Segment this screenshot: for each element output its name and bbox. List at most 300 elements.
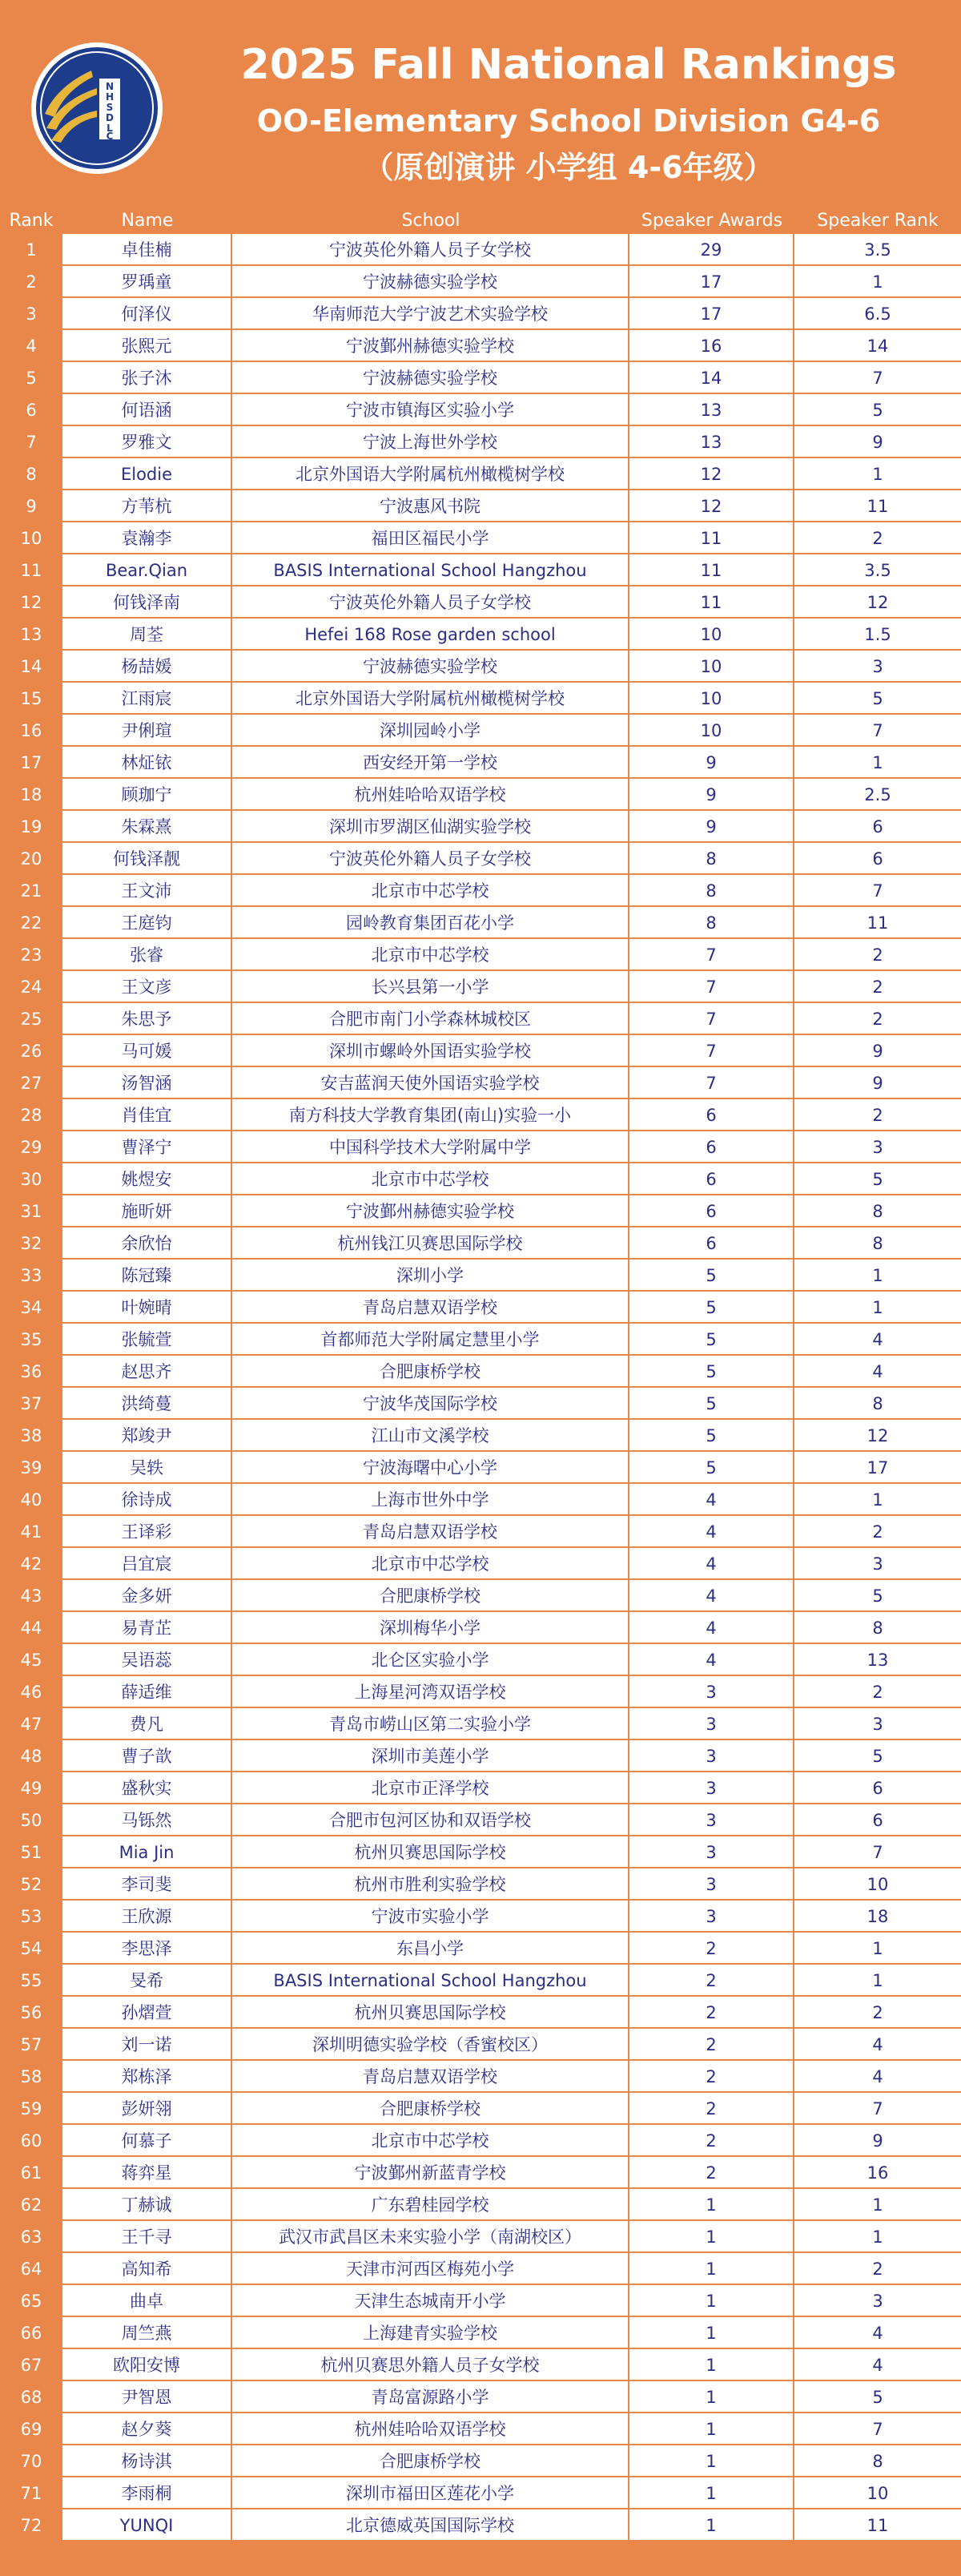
name-cell: 陈冠臻 (62, 1260, 232, 1292)
awards-cell: 11 (629, 587, 794, 619)
name-cell: 尹俐瑄 (62, 715, 232, 747)
table-row (0, 362, 961, 394)
speaker-rank-cell: 2.5 (794, 779, 961, 811)
speaker-rank-cell: 6 (794, 843, 961, 875)
name-cell: 王文彦 (62, 971, 232, 1003)
name-cell: 周竺燕 (62, 2317, 232, 2349)
awards-cell: 9 (629, 747, 794, 779)
school-cell: 江山市文溪学校 (232, 1420, 629, 1452)
name-cell: 王译彩 (62, 1516, 232, 1548)
name-cell: 顾珈宁 (62, 779, 232, 811)
school-cell: 深圳小学 (232, 1260, 629, 1292)
rank-cell: 31 (20, 1202, 42, 1221)
table-row (0, 1997, 961, 2029)
rank-cell: 8 (26, 465, 37, 484)
awards-cell: 7 (629, 971, 794, 1003)
awards-cell: 5 (629, 1260, 794, 1292)
table-row (0, 715, 961, 747)
awards-cell: 9 (629, 811, 794, 843)
speaker-rank-cell: 3 (794, 651, 961, 683)
table-row (0, 1324, 961, 1356)
name-cell: 金多妍 (62, 1580, 232, 1612)
name-cell: 王千寻 (62, 2221, 232, 2253)
rank-cell: 5 (26, 369, 37, 388)
school-cell: 宁波惠风书院 (232, 490, 629, 522)
school-cell: 合肥康桥学校 (232, 1356, 629, 1388)
table-row (0, 1836, 961, 1869)
table-row (0, 426, 961, 458)
speaker-rank-cell: 7 (794, 2093, 961, 2125)
speaker-rank-cell: 4 (794, 1356, 961, 1388)
table-row (0, 1099, 961, 1131)
table-row (0, 330, 961, 362)
awards-cell: 17 (629, 298, 794, 330)
speaker-rank-cell: 7 (794, 715, 961, 747)
name-cell: 施昕妍 (62, 1195, 232, 1228)
name-cell: 旻希 (62, 1965, 232, 1997)
speaker-rank-cell: 14 (794, 330, 961, 362)
awards-cell: 4 (629, 1612, 794, 1644)
table-row (0, 1580, 961, 1612)
school-cell: 北京市中芯学校 (232, 1163, 629, 1195)
awards-cell: 6 (629, 1131, 794, 1163)
speaker-rank-cell: 4 (794, 2317, 961, 2349)
table-row (0, 2029, 961, 2061)
school-cell: 北京外国语大学附属杭州橄榄树学校 (232, 458, 629, 490)
rank-cell: 32 (20, 1234, 42, 1253)
rank-cell: 53 (20, 1907, 42, 1926)
table-body (0, 234, 961, 2542)
speaker-rank-cell: 12 (794, 587, 961, 619)
speaker-rank-cell: 13 (794, 1644, 961, 1676)
school-cell: 青岛市崂山区第二实验小学 (232, 1708, 629, 1740)
rank-cell: 25 (20, 1010, 42, 1029)
awards-cell: 2 (629, 1965, 794, 1997)
name-cell: 薛适维 (62, 1676, 232, 1708)
table-row (0, 1676, 961, 1708)
speaker-rank-cell: 9 (794, 2125, 961, 2157)
school-cell: 武汉市武昌区未来实验小学（南湖校区） (232, 2221, 629, 2253)
speaker-rank-cell: 16 (794, 2157, 961, 2189)
page-subtitle-cn: （原创演讲 小学组 4-6年级） (363, 150, 774, 185)
name-cell: 李雨桐 (62, 2477, 232, 2509)
speaker-rank-cell: 1 (794, 2221, 961, 2253)
speaker-rank-cell: 17 (794, 1452, 961, 1484)
school-cell: 园岭教育集团百花小学 (232, 907, 629, 939)
table-row (0, 971, 961, 1003)
table-row (0, 234, 961, 266)
rank-cell: 20 (20, 849, 42, 869)
speaker-rank-cell: 8 (794, 2445, 961, 2477)
table-row (0, 1612, 961, 1644)
svg-text:S: S (106, 102, 114, 113)
table-row (0, 779, 961, 811)
rank-cell: 28 (20, 1106, 42, 1125)
speaker-rank-cell: 7 (794, 1836, 961, 1869)
school-cell: 青岛启慧双语学校 (232, 1516, 629, 1548)
awards-cell: 16 (629, 330, 794, 362)
name-cell: 李思泽 (62, 1933, 232, 1965)
table-row (0, 1484, 961, 1516)
name-cell: Mia Jin (62, 1836, 232, 1869)
awards-cell: 12 (629, 490, 794, 522)
school-cell: 杭州娃哈哈双语学校 (232, 779, 629, 811)
awards-cell: 10 (629, 683, 794, 715)
speaker-rank-cell: 1 (794, 1933, 961, 1965)
name-cell: 王庭钧 (62, 907, 232, 939)
school-cell: 深圳市美莲小学 (232, 1740, 629, 1772)
awards-cell: 1 (629, 2445, 794, 2477)
table-row (0, 1965, 961, 1997)
table-row (0, 394, 961, 426)
school-cell: 宁波上海世外学校 (232, 426, 629, 458)
name-cell: 叶婉晴 (62, 1292, 232, 1324)
table-row (0, 587, 961, 619)
speaker-rank-cell: 4 (794, 1324, 961, 1356)
school-cell: 北仑区实验小学 (232, 1644, 629, 1676)
table-row (0, 843, 961, 875)
speaker-rank-cell: 2 (794, 971, 961, 1003)
awards-cell: 2 (629, 2061, 794, 2093)
speaker-rank-cell: 1 (794, 458, 961, 490)
awards-cell: 3 (629, 1772, 794, 1804)
name-cell: 易青芷 (62, 1612, 232, 1644)
rank-cell: 33 (20, 1266, 42, 1285)
table-row (0, 2125, 961, 2157)
speaker-rank-cell: 10 (794, 1869, 961, 1901)
speaker-rank-cell: 10 (794, 2477, 961, 2509)
speaker-rank-cell: 1 (794, 1965, 961, 1997)
awards-cell: 29 (629, 234, 794, 266)
awards-cell: 5 (629, 1388, 794, 1420)
school-cell: BASIS International School Hangzhou (232, 554, 629, 587)
school-cell: 首都师范大学附属定慧里小学 (232, 1324, 629, 1356)
rank-cell: 61 (20, 2163, 42, 2183)
speaker-rank-cell: 8 (794, 1195, 961, 1228)
rank-cell: 60 (20, 2131, 42, 2151)
name-cell: 赵思齐 (62, 1356, 232, 1388)
awards-cell: 7 (629, 1035, 794, 1067)
awards-cell: 4 (629, 1484, 794, 1516)
school-cell: 青岛富源路小学 (232, 2381, 629, 2413)
school-cell: Hefei 168 Rose garden school (232, 619, 629, 651)
table-row (0, 490, 961, 522)
school-cell: 上海市世外中学 (232, 1484, 629, 1516)
table-row (0, 2413, 961, 2445)
table-row (0, 2061, 961, 2093)
school-cell: 东昌小学 (232, 1933, 629, 1965)
school-cell: 北京市中芯学校 (232, 875, 629, 907)
rank-cell: 47 (20, 1715, 42, 1734)
speaker-rank-cell: 2 (794, 522, 961, 554)
school-cell: 杭州贝赛思国际学校 (232, 1997, 629, 2029)
speaker-rank-cell: 1.5 (794, 619, 961, 651)
rankings-table (0, 207, 961, 2542)
rank-cell: 44 (20, 1619, 42, 1638)
speaker-rank-cell: 5 (794, 1163, 961, 1195)
name-cell: 马铄然 (62, 1804, 232, 1836)
speaker-rank-cell: 2 (794, 1099, 961, 1131)
table-header (0, 207, 961, 234)
school-cell: 广东碧桂园学校 (232, 2189, 629, 2221)
name-cell: 肖佳宜 (62, 1099, 232, 1131)
speaker-rank-cell: 1 (794, 1260, 961, 1292)
table-row (0, 522, 961, 554)
table-row (0, 1804, 961, 1836)
rank-cell: 12 (20, 593, 42, 612)
rank-cell: 59 (20, 2099, 42, 2118)
rank-cell: 63 (20, 2227, 42, 2247)
awards-cell: 10 (629, 715, 794, 747)
rank-cell: 7 (26, 433, 37, 452)
speaker-rank-cell: 3 (794, 1708, 961, 1740)
school-cell: 深圳市螺岭外国语实验学校 (232, 1035, 629, 1067)
awards-cell: 5 (629, 1324, 794, 1356)
table-row (0, 1356, 961, 1388)
speaker-rank-cell: 11 (794, 490, 961, 522)
table-row (0, 651, 961, 683)
speaker-rank-cell: 5 (794, 394, 961, 426)
school-cell: 合肥康桥学校 (232, 1580, 629, 1612)
awards-cell: 1 (629, 2349, 794, 2381)
school-cell: 北京德威英国国际学校 (232, 2509, 629, 2542)
table-row (0, 1869, 961, 1901)
svg-text:H: H (105, 91, 115, 103)
table-row (0, 1708, 961, 1740)
awards-cell: 6 (629, 1099, 794, 1131)
table-row (0, 2317, 961, 2349)
name-cell: 卓佳楠 (62, 234, 232, 266)
rank-cell: 2 (26, 272, 37, 292)
name-cell: 费凡 (62, 1708, 232, 1740)
school-cell: 北京市正泽学校 (232, 1772, 629, 1804)
table-row (0, 2477, 961, 2509)
rank-cell: 42 (20, 1554, 42, 1574)
table-row (0, 907, 961, 939)
title-block (176, 32, 961, 191)
school-cell: 宁波鄞州赫德实验学校 (232, 1195, 629, 1228)
rank-cell: 66 (20, 2324, 42, 2343)
table-row (0, 747, 961, 779)
speaker-rank-cell: 3 (794, 2285, 961, 2317)
rank-cell: 1 (26, 240, 37, 260)
school-cell: 北京市中芯学校 (232, 2125, 629, 2157)
name-cell: 曲卓 (62, 2285, 232, 2317)
rank-cell: 46 (20, 1683, 42, 1702)
school-cell: 天津生态城南开小学 (232, 2285, 629, 2317)
rank-cell: 52 (20, 1875, 42, 1894)
table-row (0, 1292, 961, 1324)
awards-cell: 1 (629, 2317, 794, 2349)
awards-cell: 14 (629, 362, 794, 394)
rank-cell: 35 (20, 1330, 42, 1349)
table-row (0, 2189, 961, 2221)
rank-cell: 17 (20, 753, 42, 772)
speaker-rank-cell: 6 (794, 1772, 961, 1804)
table-row (0, 811, 961, 843)
name-cell: 孙熠萱 (62, 1997, 232, 2029)
school-cell: 深圳市罗湖区仙湖实验学校 (232, 811, 629, 843)
awards-cell: 2 (629, 2029, 794, 2061)
speaker-rank-cell: 1 (794, 747, 961, 779)
rank-cell: 64 (20, 2260, 42, 2279)
name-cell: 袁瀚李 (62, 522, 232, 554)
awards-cell: 1 (629, 2509, 794, 2542)
rank-cell: 68 (20, 2388, 42, 2407)
speaker-rank-cell: 18 (794, 1901, 961, 1933)
table-row (0, 1388, 961, 1420)
awards-cell: 1 (629, 2413, 794, 2445)
name-cell: 何慕子 (62, 2125, 232, 2157)
name-cell: 杨喆媛 (62, 651, 232, 683)
awards-cell: 10 (629, 651, 794, 683)
table-row (0, 2285, 961, 2317)
school-cell: 深圳园岭小学 (232, 715, 629, 747)
table-row (0, 1260, 961, 1292)
awards-cell: 8 (629, 907, 794, 939)
awards-cell: 5 (629, 1292, 794, 1324)
awards-cell: 17 (629, 266, 794, 298)
awards-cell: 6 (629, 1163, 794, 1195)
school-cell: 长兴县第一小学 (232, 971, 629, 1003)
speaker-rank-cell: 9 (794, 426, 961, 458)
awards-cell: 5 (629, 1356, 794, 1388)
school-cell: 宁波鄞州新蓝青学校 (232, 2157, 629, 2189)
speaker-rank-cell: 2 (794, 1516, 961, 1548)
awards-cell: 11 (629, 554, 794, 587)
name-cell: 何钱泽南 (62, 587, 232, 619)
name-cell: 张子沐 (62, 362, 232, 394)
name-cell: 何语涵 (62, 394, 232, 426)
name-cell: 张熙元 (62, 330, 232, 362)
rank-cell: 45 (20, 1651, 42, 1670)
rank-cell: 3 (26, 304, 37, 324)
rank-cell: 11 (20, 561, 42, 580)
speaker-rank-cell: 9 (794, 1067, 961, 1099)
speaker-rank-cell: 5 (794, 683, 961, 715)
speaker-rank-cell: 8 (794, 1612, 961, 1644)
speaker-rank-cell: 9 (794, 1035, 961, 1067)
awards-cell: 7 (629, 1003, 794, 1035)
table-row (0, 2093, 961, 2125)
table-row (0, 1163, 961, 1195)
awards-cell: 3 (629, 1836, 794, 1869)
col-name-header: Name (121, 210, 174, 231)
name-cell: 江雨宸 (62, 683, 232, 715)
name-cell: 刘一诺 (62, 2029, 232, 2061)
awards-cell: 12 (629, 458, 794, 490)
rank-cell: 14 (20, 657, 42, 676)
rank-cell: 26 (20, 1042, 42, 1061)
awards-cell: 1 (629, 2253, 794, 2285)
name-cell: 罗瑀童 (62, 266, 232, 298)
school-cell: 西安经开第一学校 (232, 747, 629, 779)
name-cell: 何泽仪 (62, 298, 232, 330)
awards-cell: 2 (629, 2157, 794, 2189)
name-cell: 洪绮蔓 (62, 1388, 232, 1420)
table-row (0, 2349, 961, 2381)
school-cell: 宁波英伦外籍人员子女学校 (232, 843, 629, 875)
table-row (0, 1131, 961, 1163)
rank-cell: 19 (20, 817, 42, 836)
svg-text:N: N (105, 81, 115, 92)
school-cell: 宁波英伦外籍人员子女学校 (232, 234, 629, 266)
school-cell: 杭州钱江贝赛思国际学校 (232, 1228, 629, 1260)
rank-cell: 36 (20, 1362, 42, 1381)
school-cell: 杭州娃哈哈双语学校 (232, 2413, 629, 2445)
name-cell: 张毓萱 (62, 1324, 232, 1356)
awards-cell: 7 (629, 939, 794, 971)
table-row (0, 1067, 961, 1099)
name-cell: 王文沛 (62, 875, 232, 907)
table-row (0, 1933, 961, 1965)
name-cell: 丁赫诚 (62, 2189, 232, 2221)
rank-cell: 72 (20, 2516, 42, 2535)
table-row (0, 1901, 961, 1933)
speaker-rank-cell: 3.5 (794, 234, 961, 266)
col-speaker-rank-header: Speaker Rank (817, 210, 939, 231)
rank-cell: 69 (20, 2420, 42, 2439)
name-cell: 吴语蕊 (62, 1644, 232, 1676)
school-cell: BASIS International School Hangzhou (232, 1965, 629, 1997)
speaker-rank-cell: 2 (794, 1997, 961, 2029)
name-cell: 徐诗成 (62, 1484, 232, 1516)
awards-cell: 5 (629, 1420, 794, 1452)
school-cell: 深圳明德实验学校（香蜜校区） (232, 2029, 629, 2061)
name-cell: 朱思予 (62, 1003, 232, 1035)
name-cell: 余欣怡 (62, 1228, 232, 1260)
speaker-rank-cell: 6.5 (794, 298, 961, 330)
rank-cell: 21 (20, 881, 42, 901)
name-cell: 马可媛 (62, 1035, 232, 1067)
name-cell: 王欣源 (62, 1901, 232, 1933)
awards-cell: 3 (629, 1804, 794, 1836)
awards-cell: 1 (629, 2189, 794, 2221)
school-cell: 杭州市胜利实验学校 (232, 1869, 629, 1901)
rank-cell: 30 (20, 1170, 42, 1189)
speaker-rank-cell: 5 (794, 1580, 961, 1612)
school-cell: 上海建青实验学校 (232, 2317, 629, 2349)
awards-cell: 9 (629, 779, 794, 811)
table-row (0, 298, 961, 330)
table-row (0, 1548, 961, 1580)
awards-cell: 1 (629, 2381, 794, 2413)
awards-cell: 3 (629, 1869, 794, 1901)
school-cell: 宁波市镇海区实验小学 (232, 394, 629, 426)
rank-cell: 18 (20, 785, 42, 804)
awards-cell: 3 (629, 1740, 794, 1772)
awards-cell: 2 (629, 1933, 794, 1965)
name-cell: 高知希 (62, 2253, 232, 2285)
rank-cell: 51 (20, 1843, 42, 1862)
name-cell: 郑栋泽 (62, 2061, 232, 2093)
name-cell: 林炡铱 (62, 747, 232, 779)
awards-cell: 8 (629, 875, 794, 907)
rank-cell: 65 (20, 2292, 42, 2311)
awards-cell: 4 (629, 1548, 794, 1580)
speaker-rank-cell: 8 (794, 1228, 961, 1260)
rank-cell: 37 (20, 1394, 42, 1413)
rank-cell: 10 (20, 529, 42, 548)
table-row (0, 619, 961, 651)
rank-cell: 41 (20, 1522, 42, 1542)
rank-cell: 23 (20, 945, 42, 965)
speaker-rank-cell: 3 (794, 1131, 961, 1163)
header (0, 0, 961, 189)
table-row (0, 2381, 961, 2413)
name-cell: 盛秋实 (62, 1772, 232, 1804)
rank-cell: 57 (20, 2035, 42, 2054)
